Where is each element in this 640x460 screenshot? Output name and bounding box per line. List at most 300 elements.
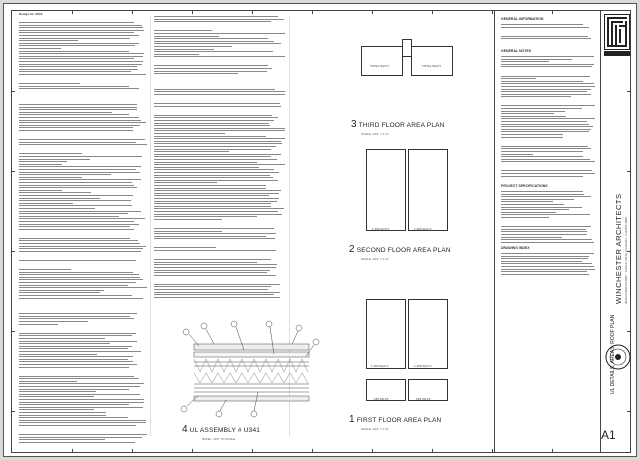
drawing-index-heading: DRAWING INDEX xyxy=(501,246,530,250)
note-text-line xyxy=(19,27,143,28)
note-text-line xyxy=(154,289,268,290)
note-text-line xyxy=(501,159,590,160)
note-text-line xyxy=(19,238,130,239)
note-text-line xyxy=(154,180,278,181)
note-text-line xyxy=(19,335,132,336)
note-text-line xyxy=(19,161,67,162)
note-text-line xyxy=(19,367,129,368)
border-tick xyxy=(11,411,15,412)
note-text-line xyxy=(19,391,96,392)
note-text-line xyxy=(19,359,128,360)
note-text-line xyxy=(154,228,274,229)
note-text-line xyxy=(501,59,572,60)
note-text-line xyxy=(19,114,129,115)
note-text-line xyxy=(19,240,138,241)
note-text-line xyxy=(501,207,582,208)
note-text-line xyxy=(19,179,141,180)
note-text-line xyxy=(19,404,129,405)
note-text-line xyxy=(19,422,146,423)
note-text-line xyxy=(19,221,134,222)
note-text-line xyxy=(19,272,133,273)
note-text-line xyxy=(501,201,553,202)
note-text-line xyxy=(19,195,133,196)
note-text-line xyxy=(154,115,272,116)
note-text-line xyxy=(19,166,141,167)
border-tick xyxy=(432,10,433,14)
second-floor-plan-scale: SCALE: 1/16" = 1'-0" xyxy=(361,257,389,261)
note-text-line xyxy=(501,253,594,254)
note-text-line xyxy=(154,297,280,298)
note-text-line xyxy=(19,22,134,23)
note-text-line xyxy=(154,175,270,176)
sheet-title: UL DETAILS, AREAS, ROOF PLAN xyxy=(610,314,616,394)
note-text-line xyxy=(19,144,147,145)
note-text-line xyxy=(19,218,145,219)
note-text-line xyxy=(154,89,275,90)
note-text-line xyxy=(154,193,279,194)
first-floor-garage-area-right: 155 SQ.FT. xyxy=(416,397,432,401)
note-text-line xyxy=(154,149,271,150)
note-text-line xyxy=(501,36,588,37)
note-text-line xyxy=(19,224,139,225)
note-text-line xyxy=(501,96,571,97)
first-floor-area-left: 1,150 SQ.FT. xyxy=(371,364,389,368)
note-text-line xyxy=(501,38,591,39)
first-floor-area-right: 1,150 SQ.FT. xyxy=(414,364,432,368)
note-text-line xyxy=(19,64,142,65)
note-text-line xyxy=(19,381,77,382)
note-text-line xyxy=(19,66,137,67)
sheet-number: A1 xyxy=(601,428,616,442)
note-text-line xyxy=(19,185,134,186)
note-text-line xyxy=(19,211,141,212)
note-text-line xyxy=(19,313,137,314)
note-text-line xyxy=(154,128,285,129)
note-text-line xyxy=(501,176,583,177)
note-text-line xyxy=(19,125,140,126)
border-tick xyxy=(372,449,373,453)
note-text-line xyxy=(19,277,140,278)
border-tick xyxy=(372,10,373,14)
note-text-line xyxy=(19,442,135,443)
note-text-line xyxy=(501,91,587,92)
note-text-line xyxy=(501,105,595,106)
border-tick xyxy=(132,10,133,14)
note-text-line xyxy=(154,264,277,265)
note-text-line xyxy=(501,199,574,200)
note-text-line xyxy=(501,170,592,171)
note-text-line xyxy=(154,182,217,183)
note-text-line xyxy=(19,104,137,105)
note-text-line xyxy=(154,120,274,121)
note-text-line xyxy=(154,167,259,168)
note-text-line xyxy=(19,45,135,46)
border-tick xyxy=(11,171,15,172)
note-text-line xyxy=(154,275,276,276)
note-text-line xyxy=(19,338,105,339)
note-text-line xyxy=(154,201,277,202)
note-text-line xyxy=(154,143,282,144)
note-text-line xyxy=(501,89,591,90)
border-tick xyxy=(492,449,493,453)
note-text-line xyxy=(154,138,285,139)
first-floor-unit-right xyxy=(408,299,448,369)
note-text-line xyxy=(154,91,285,92)
third-floor-unit-left xyxy=(361,46,403,76)
note-text-line xyxy=(19,208,95,209)
note-text-line xyxy=(19,71,131,72)
note-text-line xyxy=(19,117,139,118)
note-text-line xyxy=(501,94,591,95)
border-tick xyxy=(72,449,73,453)
note-text-line xyxy=(154,216,257,217)
note-text-line xyxy=(154,19,284,20)
note-text-line xyxy=(501,81,583,82)
note-text-line xyxy=(19,48,61,49)
border-tick xyxy=(312,449,313,453)
note-text-line xyxy=(501,148,591,149)
note-text-line xyxy=(501,239,592,240)
second-floor-area-left: 1,150 SQ.FT. xyxy=(372,227,390,231)
note-text-line xyxy=(154,214,282,215)
note-text-line xyxy=(501,56,594,57)
note-text-line xyxy=(19,187,137,188)
note-text-line xyxy=(19,112,112,113)
note-text-line xyxy=(19,287,147,288)
border-tick xyxy=(192,10,193,14)
note-text-line xyxy=(19,83,80,84)
note-text-line xyxy=(19,341,137,342)
note-text-line xyxy=(501,66,592,67)
note-text-line xyxy=(154,38,268,39)
third-floor-plan-title: 3 THIRD FLOOR AREA PLAN xyxy=(351,119,445,130)
note-text-line xyxy=(19,25,142,26)
note-text-line xyxy=(19,61,143,62)
note-text-line xyxy=(501,256,589,257)
note-text-line xyxy=(19,159,90,160)
note-text-line xyxy=(501,161,595,162)
note-text-line xyxy=(154,208,284,209)
note-text-line xyxy=(19,351,141,352)
note-text-line xyxy=(154,188,266,189)
border-tick xyxy=(11,251,15,252)
note-text-line xyxy=(19,86,129,87)
note-text-line xyxy=(154,169,274,170)
note-text-line xyxy=(19,417,128,418)
note-text-line xyxy=(501,274,589,275)
note-text-line xyxy=(19,246,146,247)
third-floor-area-left: TOTAL SQ.FT. xyxy=(370,64,390,68)
note-text-line xyxy=(19,269,71,270)
note-text-line xyxy=(19,51,129,52)
note-text-line xyxy=(154,159,277,160)
note-text-line xyxy=(19,407,143,408)
note-text-line xyxy=(501,234,587,235)
note-text-line xyxy=(154,151,229,152)
note-text-line xyxy=(19,292,100,293)
general-info-heading: GENERAL INFORMATION xyxy=(501,17,544,21)
note-text-line xyxy=(501,214,590,215)
note-text-line xyxy=(501,124,589,125)
note-text-line xyxy=(19,58,134,59)
note-text-line xyxy=(19,53,144,54)
note-text-line xyxy=(19,260,136,261)
second-floor-unit-right xyxy=(408,149,448,231)
border-tick xyxy=(252,449,253,453)
note-text-line xyxy=(19,203,73,204)
note-text-line xyxy=(19,88,139,89)
first-floor-plan-scale: SCALE: 1/16" = 1'-0" xyxy=(361,427,389,431)
note-text-line xyxy=(154,185,266,186)
project-spec-heading: PROJECT SPECIFICATIONS xyxy=(501,184,548,188)
note-text-line xyxy=(19,213,128,214)
note-text-line xyxy=(154,141,281,142)
note-text-line xyxy=(19,190,62,191)
note-text-line xyxy=(19,169,136,170)
note-text-line xyxy=(154,106,281,107)
note-text-line xyxy=(19,192,91,193)
note-text-line xyxy=(154,51,273,52)
note-text-line xyxy=(154,16,278,17)
note-text-line xyxy=(154,259,271,260)
firm-logo xyxy=(604,14,630,64)
note-text-line xyxy=(19,439,105,440)
note-text-line xyxy=(154,33,285,34)
ul-assembly-detail xyxy=(174,314,324,426)
note-text-line xyxy=(501,24,583,25)
note-text-line xyxy=(154,177,273,178)
note-text-line xyxy=(154,56,285,57)
note-text-line xyxy=(19,216,119,217)
first-floor-unit-left xyxy=(366,299,406,369)
note-text-line xyxy=(501,231,587,232)
note-text-line xyxy=(501,156,583,157)
note-text-line xyxy=(154,203,271,204)
note-text-line xyxy=(154,211,278,212)
note-text-line xyxy=(19,139,145,140)
note-text-line xyxy=(154,94,285,95)
note-text-line xyxy=(154,272,267,273)
first-floor-garage-area-left: 155 SQ.FT. xyxy=(374,397,390,401)
note-text-line xyxy=(501,266,594,267)
note-text-line xyxy=(19,298,143,299)
note-text-line xyxy=(19,290,104,291)
note-text-line xyxy=(19,164,62,165)
note-text-line xyxy=(19,153,82,154)
note-text-line xyxy=(19,389,129,390)
note-text-line xyxy=(154,250,276,251)
note-text-line xyxy=(154,162,257,163)
note-text-line xyxy=(19,354,97,355)
note-text-line xyxy=(501,78,536,79)
firm-address: 4026 DUNSTAN WAY · CHULA VISTA, CA 91913 · 619.851.1988 xyxy=(624,217,628,304)
note-text-line xyxy=(501,154,533,155)
note-text-line xyxy=(19,107,137,108)
note-text-line xyxy=(501,146,588,147)
note-text-line xyxy=(19,383,144,384)
border-tick xyxy=(11,91,15,92)
notes-heading: Design for: 2019 xyxy=(19,12,43,16)
note-text-line xyxy=(154,73,238,74)
border-tick xyxy=(312,10,313,14)
note-text-line xyxy=(501,271,587,272)
note-text-line xyxy=(154,54,199,55)
note-text-line xyxy=(19,142,136,143)
firm-name: WINCHESTER ARCHITECTS xyxy=(614,193,623,304)
note-text-line xyxy=(19,43,139,44)
border-tick xyxy=(492,10,493,14)
note-text-line xyxy=(501,137,563,138)
note-text-line xyxy=(19,282,136,283)
note-text-line xyxy=(19,279,143,280)
note-text-line xyxy=(501,237,562,238)
note-text-line xyxy=(19,285,128,286)
note-text-line xyxy=(19,69,138,70)
note-text-line xyxy=(154,21,271,22)
note-text-line xyxy=(501,126,593,127)
note-text-line xyxy=(154,103,280,104)
note-text-line xyxy=(19,200,131,201)
note-text-line xyxy=(19,182,132,183)
note-text-line xyxy=(19,348,128,349)
note-text-line xyxy=(19,251,141,252)
note-text-line xyxy=(501,269,595,270)
column-divider xyxy=(150,16,151,436)
note-text-line xyxy=(501,226,591,227)
note-text-line xyxy=(154,136,266,137)
note-text-line xyxy=(501,64,594,65)
note-text-line xyxy=(19,174,111,175)
note-text-line xyxy=(19,346,132,347)
border-tick xyxy=(11,331,15,332)
note-text-line xyxy=(154,262,257,263)
note-text-line xyxy=(19,434,147,435)
note-text-line xyxy=(19,172,140,173)
border-tick xyxy=(252,10,253,14)
note-text-line xyxy=(19,226,130,227)
note-text-line xyxy=(154,146,276,147)
general-notes-heading: GENERAL NOTES xyxy=(501,49,532,53)
note-text-line xyxy=(501,263,592,264)
note-text-line xyxy=(154,198,279,199)
note-text-line xyxy=(19,361,133,362)
border-tick xyxy=(72,10,73,14)
third-floor-plan-scale: SCALE: 1/16" = 1'-0" xyxy=(361,132,389,136)
drawing-sheet xyxy=(3,3,637,457)
note-text-line xyxy=(154,49,214,50)
note-text-line xyxy=(501,121,587,122)
note-text-line xyxy=(19,295,132,296)
note-text-line xyxy=(19,40,78,41)
note-text-line xyxy=(154,133,225,134)
note-text-line xyxy=(501,111,565,112)
note-text-line xyxy=(501,86,595,87)
note-text-line xyxy=(501,173,595,174)
note-text-line xyxy=(154,231,222,232)
note-text-line xyxy=(19,229,134,230)
note-text-line xyxy=(501,191,583,192)
note-text-line xyxy=(154,190,281,191)
note-text-line xyxy=(19,425,136,426)
note-text-line xyxy=(19,198,100,199)
note-text-line xyxy=(154,71,267,72)
note-text-line xyxy=(154,236,266,237)
note-text-line xyxy=(19,127,133,128)
note-text-line xyxy=(19,356,133,357)
note-text-line xyxy=(501,131,589,132)
note-text-line xyxy=(19,243,140,244)
note-text-line xyxy=(19,376,134,377)
note-text-line xyxy=(501,217,549,218)
note-text-line xyxy=(154,233,276,234)
note-text-line xyxy=(154,117,278,118)
note-text-line xyxy=(19,396,94,397)
note-text-line xyxy=(501,76,590,77)
note-text-line xyxy=(19,35,139,36)
note-text-line xyxy=(19,56,143,57)
note-text-line xyxy=(19,324,58,325)
note-text-line xyxy=(501,194,584,195)
note-text-line xyxy=(501,212,556,213)
note-text-line xyxy=(501,242,594,243)
note-text-line xyxy=(19,274,139,275)
note-text-line xyxy=(154,68,272,69)
note-text-line xyxy=(19,318,134,319)
note-text-line xyxy=(501,209,569,210)
note-text-line xyxy=(154,30,212,31)
architect-stamp xyxy=(605,344,631,370)
note-text-line xyxy=(154,294,274,295)
note-text-line xyxy=(154,172,279,173)
note-text-line xyxy=(19,415,106,416)
note-text-line xyxy=(501,108,582,109)
note-text-line xyxy=(19,378,139,379)
note-text-line xyxy=(501,196,591,197)
note-text-line xyxy=(19,364,137,365)
note-text-line xyxy=(19,38,130,39)
border-tick xyxy=(132,449,133,453)
note-text-line xyxy=(154,267,276,268)
note-text-line xyxy=(501,116,566,117)
note-text-line xyxy=(501,204,564,205)
note-text-line xyxy=(19,248,143,249)
note-text-line xyxy=(19,205,132,206)
note-text-line xyxy=(501,27,589,28)
note-text-line xyxy=(19,409,94,410)
note-text-line xyxy=(154,270,270,271)
note-text-line xyxy=(154,206,271,207)
note-text-line xyxy=(19,399,144,400)
note-text-line xyxy=(154,164,285,165)
note-text-line xyxy=(154,123,269,124)
note-text-line xyxy=(501,229,586,230)
note-text-line xyxy=(19,386,140,387)
second-floor-unit-left xyxy=(366,149,406,231)
second-floor-plan-title: 2 SECOND FLOOR AREA PLAN xyxy=(349,244,451,255)
note-text-line xyxy=(19,437,142,438)
note-text-line xyxy=(501,118,595,119)
note-text-line xyxy=(19,394,140,395)
note-text-line xyxy=(154,125,270,126)
note-text-line xyxy=(501,151,583,152)
note-text-line xyxy=(154,219,222,220)
note-text-line xyxy=(19,321,88,322)
note-text-line xyxy=(19,316,130,317)
note-text-line xyxy=(154,154,281,155)
ul-assembly-title: 4 UL ASSEMBLY # U341 xyxy=(182,424,261,435)
note-text-line xyxy=(501,258,588,259)
note-text-line xyxy=(501,261,582,262)
